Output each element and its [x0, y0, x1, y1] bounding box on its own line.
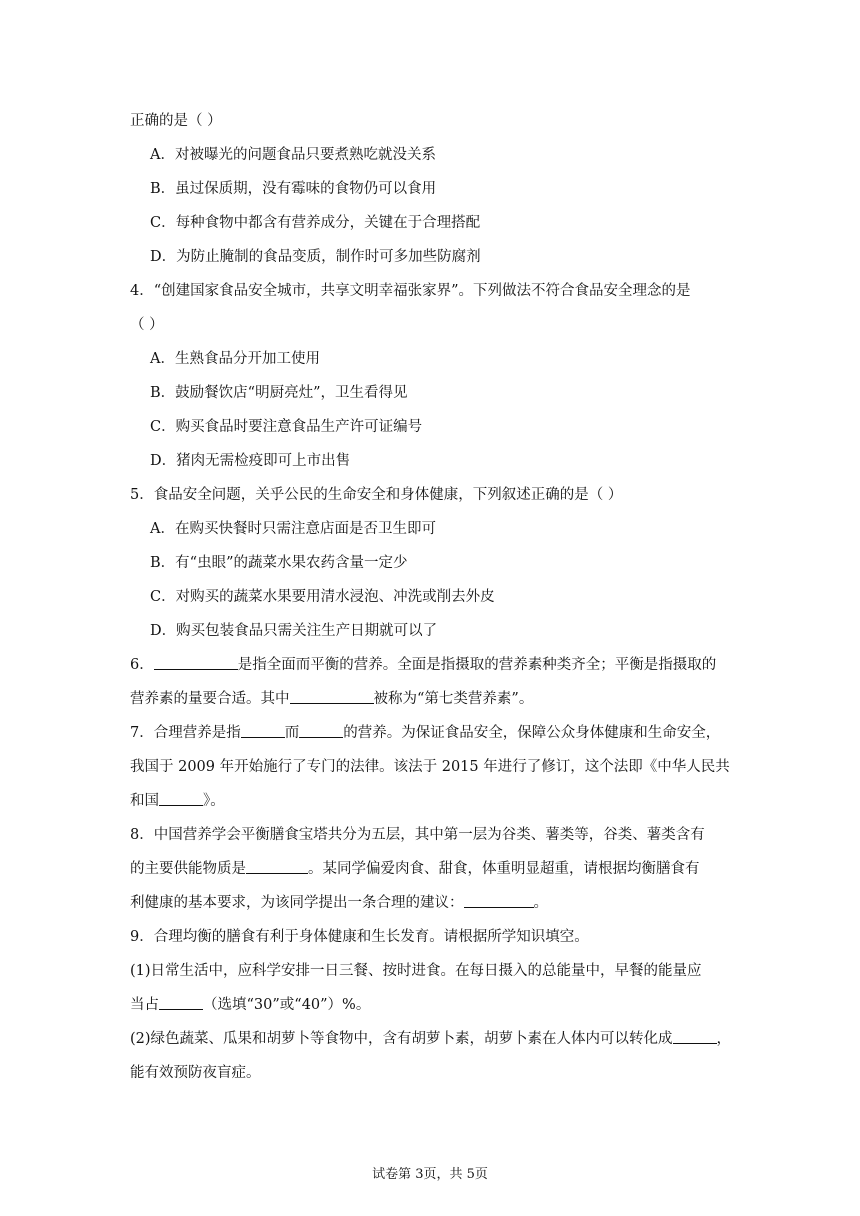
q8-blank-1 — [246, 859, 308, 874]
q6-blank-2 — [290, 689, 374, 704]
q8-line-1: 8．中国营养学会平衡膳食宝塔共分为五层，其中第一层为谷类、薯类等，谷类、薯类含有 — [130, 827, 705, 843]
q8-text-3: 利健康的基本要求，为该同学提出一条合理的建议： — [130, 895, 464, 911]
q4-answer-paren: （ ） — [130, 317, 164, 333]
page-footer: 试卷第 3页，共 5页 — [372, 1167, 488, 1182]
q3-stem-tail: 正确的是（ ） — [130, 113, 222, 129]
q4-option-d: D．猪肉无需检疫即可上市出售 — [150, 453, 351, 469]
q7-text-2: 而 — [284, 725, 300, 741]
q6-blank-1 — [154, 655, 238, 670]
q8-text-2: 。某同学偏爱肉食、甜食，体重明显超重，请根据均衡膳食有 — [308, 861, 700, 877]
q6-line-1 — [130, 655, 716, 675]
q8-text-1: 的主要供能物质是 — [130, 861, 246, 877]
q4-option-b: B．鼓励餐饮店“明厨亮灶”，卫生看得见 — [150, 385, 408, 401]
q7-blank-3 — [159, 791, 203, 806]
q9-line-2: (1)日常生活中，应科学安排一日三餐、按时进食。在每日摄入的总能量中，早餐的能量应 — [130, 963, 702, 979]
q6-text-2: 营养素的量要合适。其中 — [130, 691, 290, 707]
q5-stem: 5．食品安全问题，关乎公民的生命安全和身体健康，下列叙述正确的是（ ） — [130, 487, 623, 503]
q9-line-5: 能有效预防夜盲症。 — [130, 1065, 261, 1081]
q7-blank-1 — [241, 723, 285, 738]
q7-line-3 — [130, 791, 225, 811]
q6-line-2 — [130, 689, 533, 709]
q7-text-3: 的营养。为保证食品安全，保障公众身体健康和生命安全， — [343, 725, 721, 741]
q7-line-1 — [130, 723, 720, 743]
q5-option-b: B．有“虫眼”的蔬菜水果农药含量一定少 — [150, 555, 408, 571]
q3-option-d: D．为防止腌制的食品变质，制作时可多加些防腐剂 — [150, 249, 481, 265]
q6-text-1: 是指全面而平衡的营养。全面是指摄取的营养素种类齐全；平衡是指摄取的 — [237, 657, 717, 673]
q9-line-3 — [130, 995, 370, 1015]
q7-text-4: 和国 — [130, 793, 159, 809]
q6-text-3: 被称为“第七类营养素”。 — [373, 691, 534, 707]
q8-text-4: 。 — [533, 895, 548, 911]
q9-text-4: ， — [716, 1031, 732, 1047]
q9-blank-2 — [673, 1029, 717, 1044]
q7-blank-2 — [299, 723, 343, 738]
q8-blank-2 — [464, 893, 534, 908]
q6-number: 6． — [130, 657, 154, 673]
q7-text-1: 7．合理营养是指 — [130, 725, 241, 741]
q9-text-3: (2)绿色蔬菜、瓜果和胡萝卜等食物中，含有胡萝卜素，胡萝卜素在人体内可以转化成 — [130, 1031, 673, 1047]
q5-option-d: D．购买包装食品只需关注生产日期就可以了 — [150, 623, 438, 639]
q4-option-a: A．生熟食品分开加工使用 — [150, 351, 320, 367]
q9-blank-1 — [159, 995, 203, 1010]
q5-option-a: A．在购买快餐时只需注意店面是否卫生即可 — [150, 521, 436, 537]
q3-option-b: B．虽过保质期，没有霉味的食物仍可以食用 — [150, 181, 437, 197]
q3-option-a: A．对被曝光的问题食品只要煮熟吃就没关系 — [150, 147, 436, 163]
q4-option-c: C．购买食品时要注意食品生产许可证编号 — [150, 419, 423, 435]
q5-option-c: C．对购买的蔬菜水果要用清水浸泡、冲洗或削去外皮 — [150, 589, 495, 605]
q9-text-2: （选填“30”或“40”）%。 — [203, 997, 371, 1013]
q9-line-1: 9．合理均衡的膳食有利于身体健康和生长发育。请根据所学知识填空。 — [130, 929, 589, 945]
q4-stem: 4．“创建国家食品安全城市，共享文明幸福张家界”。下列做法不符合食品安全理念的是 — [130, 283, 691, 299]
q9-text-1: 当占 — [130, 997, 159, 1013]
q7-text-5: 》。 — [203, 793, 225, 809]
q7-line-2: 我国于 2009 年开始施行了专门的法律。该法于 2015 年进行了修订，这个法即《中华人民共 — [130, 759, 730, 775]
q8-line-3 — [130, 893, 548, 913]
q9-line-4 — [130, 1029, 731, 1049]
q3-option-c: C．每种食物中都含有营养成分，关键在于合理搭配 — [150, 215, 481, 231]
q8-line-2 — [130, 859, 700, 879]
